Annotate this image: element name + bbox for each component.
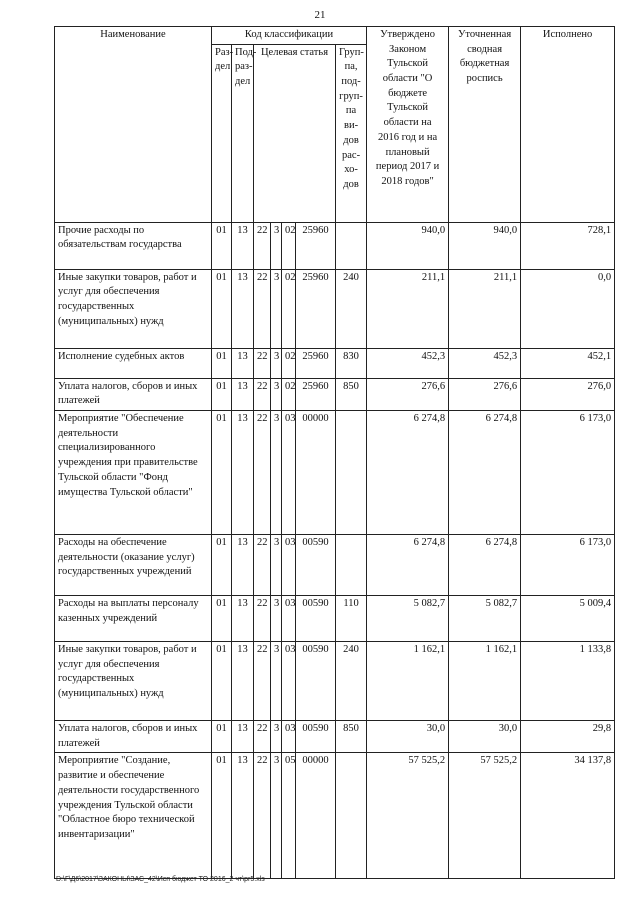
table-row	[55, 269, 615, 348]
row-podrazdel: 13	[232, 753, 254, 879]
page-number: 21	[314, 9, 326, 21]
row-razdel: 01	[212, 378, 232, 410]
row-executed: 34 137,8	[521, 753, 615, 879]
table-body	[55, 222, 615, 879]
row-cs4: 00590	[296, 642, 336, 721]
row-podrazdel: 13	[232, 411, 254, 535]
row-cs1: 22	[254, 411, 271, 535]
row-cs2: 3	[271, 535, 282, 596]
file-path-footer: D:\Г\Д6\2017\ЗАКОНЫ\ЗАС_42\Исп бюджет ТО 2016_2 чт\pr5.xls	[56, 876, 265, 883]
row-revised: 1 162,1	[449, 642, 521, 721]
header-target-item: Целевая статья	[254, 44, 336, 222]
row-approved: 452,3	[367, 348, 449, 378]
row-vid: 240	[336, 269, 367, 348]
row-name: Мероприятие "Обеспечение деятельности специализированного учреждения при правительстве Тульской области "Фонд имущества Тульской области"	[55, 411, 212, 535]
row-cs2: 3	[271, 222, 282, 269]
row-cs1: 22	[254, 753, 271, 879]
table-row	[55, 535, 615, 596]
row-podrazdel: 13	[232, 348, 254, 378]
row-razdel: 01	[212, 222, 232, 269]
row-name: Уплата налогов, сборов и иных платежей	[55, 378, 212, 410]
row-razdel: 01	[212, 721, 232, 753]
row-cs3: 03	[282, 721, 296, 753]
row-approved: 6 274,8	[367, 535, 449, 596]
row-name: Прочие расходы по обязательствам государства	[55, 222, 212, 269]
row-vid	[336, 535, 367, 596]
row-revised: 6 274,8	[449, 411, 521, 535]
row-vid: 110	[336, 596, 367, 642]
row-cs1: 22	[254, 348, 271, 378]
row-cs4: 00590	[296, 596, 336, 642]
row-razdel: 01	[212, 411, 232, 535]
table-row	[55, 753, 615, 879]
row-approved: 211,1	[367, 269, 449, 348]
row-revised: 5 082,7	[449, 596, 521, 642]
table-row	[55, 642, 615, 721]
row-podrazdel: 13	[232, 596, 254, 642]
row-vid	[336, 753, 367, 879]
row-cs3: 03	[282, 411, 296, 535]
row-name: Исполнение судебных актов	[55, 348, 212, 378]
row-approved: 57 525,2	[367, 753, 449, 879]
row-podrazdel: 13	[232, 269, 254, 348]
row-cs2: 3	[271, 269, 282, 348]
row-revised: 30,0	[449, 721, 521, 753]
table-row	[55, 348, 615, 378]
row-revised: 276,6	[449, 378, 521, 410]
table-row	[55, 411, 615, 535]
row-cs3: 03	[282, 596, 296, 642]
row-vid: 850	[336, 378, 367, 410]
row-name: Мероприятие "Создание, развитие и обеспечение деятельности государственного учреждения Тульской области "Областное бюро технической инвентаризации"	[55, 753, 212, 879]
row-revised: 940,0	[449, 222, 521, 269]
header-name: Наименование	[55, 27, 212, 223]
row-executed: 1 133,8	[521, 642, 615, 721]
row-revised: 6 274,8	[449, 535, 521, 596]
row-cs4: 00590	[296, 721, 336, 753]
row-cs2: 3	[271, 411, 282, 535]
row-revised: 211,1	[449, 269, 521, 348]
row-executed: 6 173,0	[521, 535, 615, 596]
row-cs1: 22	[254, 222, 271, 269]
row-cs2: 3	[271, 596, 282, 642]
row-razdel: 01	[212, 596, 232, 642]
row-podrazdel: 13	[232, 721, 254, 753]
row-vid: 850	[336, 721, 367, 753]
header-revised: Уточненная сводная бюджетная роспись	[449, 27, 521, 223]
row-approved: 1 162,1	[367, 642, 449, 721]
row-name: Иные закупки товаров, работ и услуг для обеспечения государственных (муниципальных) нужд	[55, 269, 212, 348]
row-approved: 940,0	[367, 222, 449, 269]
row-executed: 5 009,4	[521, 596, 615, 642]
header-expense-group: Груп- па, под- груп- па ви- дов рас- хо- дов	[336, 44, 367, 222]
row-name: Уплата налогов, сборов и иных платежей	[55, 721, 212, 753]
row-cs3: 03	[282, 642, 296, 721]
table-row	[55, 721, 615, 753]
row-name: Расходы на обеспечение деятельности (оказание услуг) государственных учреждений	[55, 535, 212, 596]
row-cs4: 25960	[296, 378, 336, 410]
row-cs3: 05	[282, 753, 296, 879]
header-code-classification: Код классификации	[212, 27, 367, 45]
row-cs1: 22	[254, 269, 271, 348]
row-cs4: 25960	[296, 269, 336, 348]
row-cs3: 02	[282, 222, 296, 269]
header-subsection: Под- раз- дел	[232, 44, 254, 222]
row-approved: 276,6	[367, 378, 449, 410]
row-name: Иные закупки товаров, работ и услуг для обеспечения государственных (муниципальных) нужд	[55, 642, 212, 721]
row-cs2: 3	[271, 753, 282, 879]
row-podrazdel: 13	[232, 535, 254, 596]
row-cs3: 03	[282, 535, 296, 596]
row-approved: 6 274,8	[367, 411, 449, 535]
row-executed: 276,0	[521, 378, 615, 410]
row-executed: 452,1	[521, 348, 615, 378]
row-vid	[336, 222, 367, 269]
row-cs2: 3	[271, 642, 282, 721]
row-cs2: 3	[271, 378, 282, 410]
row-cs3: 02	[282, 348, 296, 378]
row-cs1: 22	[254, 642, 271, 721]
header-approved: Утверждено Законом Тульской области "О бюджете Тульской области на 2016 год и на плановый период 2017 и 2018 годов"	[367, 27, 449, 223]
row-razdel: 01	[212, 753, 232, 879]
row-cs4: 00000	[296, 753, 336, 879]
header-section: Раз- дел	[212, 44, 232, 222]
row-razdel: 01	[212, 535, 232, 596]
row-name: Расходы на выплаты персоналу казенных учреждений	[55, 596, 212, 642]
row-cs2: 3	[271, 348, 282, 378]
table-row	[55, 378, 615, 410]
row-cs2: 3	[271, 721, 282, 753]
row-podrazdel: 13	[232, 222, 254, 269]
row-approved: 30,0	[367, 721, 449, 753]
budget-table	[54, 26, 615, 879]
row-vid: 240	[336, 642, 367, 721]
row-cs4: 25960	[296, 348, 336, 378]
row-cs1: 22	[254, 378, 271, 410]
row-revised: 57 525,2	[449, 753, 521, 879]
row-cs1: 22	[254, 721, 271, 753]
row-razdel: 01	[212, 269, 232, 348]
row-executed: 6 173,0	[521, 411, 615, 535]
table-row	[55, 596, 615, 642]
row-cs3: 02	[282, 269, 296, 348]
row-revised: 452,3	[449, 348, 521, 378]
row-cs1: 22	[254, 596, 271, 642]
row-podrazdel: 13	[232, 642, 254, 721]
row-executed: 29,8	[521, 721, 615, 753]
table-row	[55, 222, 615, 269]
row-cs4: 25960	[296, 222, 336, 269]
row-cs4: 00590	[296, 535, 336, 596]
row-cs1: 22	[254, 535, 271, 596]
row-approved: 5 082,7	[367, 596, 449, 642]
row-razdel: 01	[212, 642, 232, 721]
row-razdel: 01	[212, 348, 232, 378]
row-executed: 728,1	[521, 222, 615, 269]
row-podrazdel: 13	[232, 378, 254, 410]
row-executed: 0,0	[521, 269, 615, 348]
row-vid: 830	[336, 348, 367, 378]
row-cs3: 02	[282, 378, 296, 410]
row-vid	[336, 411, 367, 535]
row-cs4: 00000	[296, 411, 336, 535]
header-executed: Исполнено	[521, 27, 615, 223]
